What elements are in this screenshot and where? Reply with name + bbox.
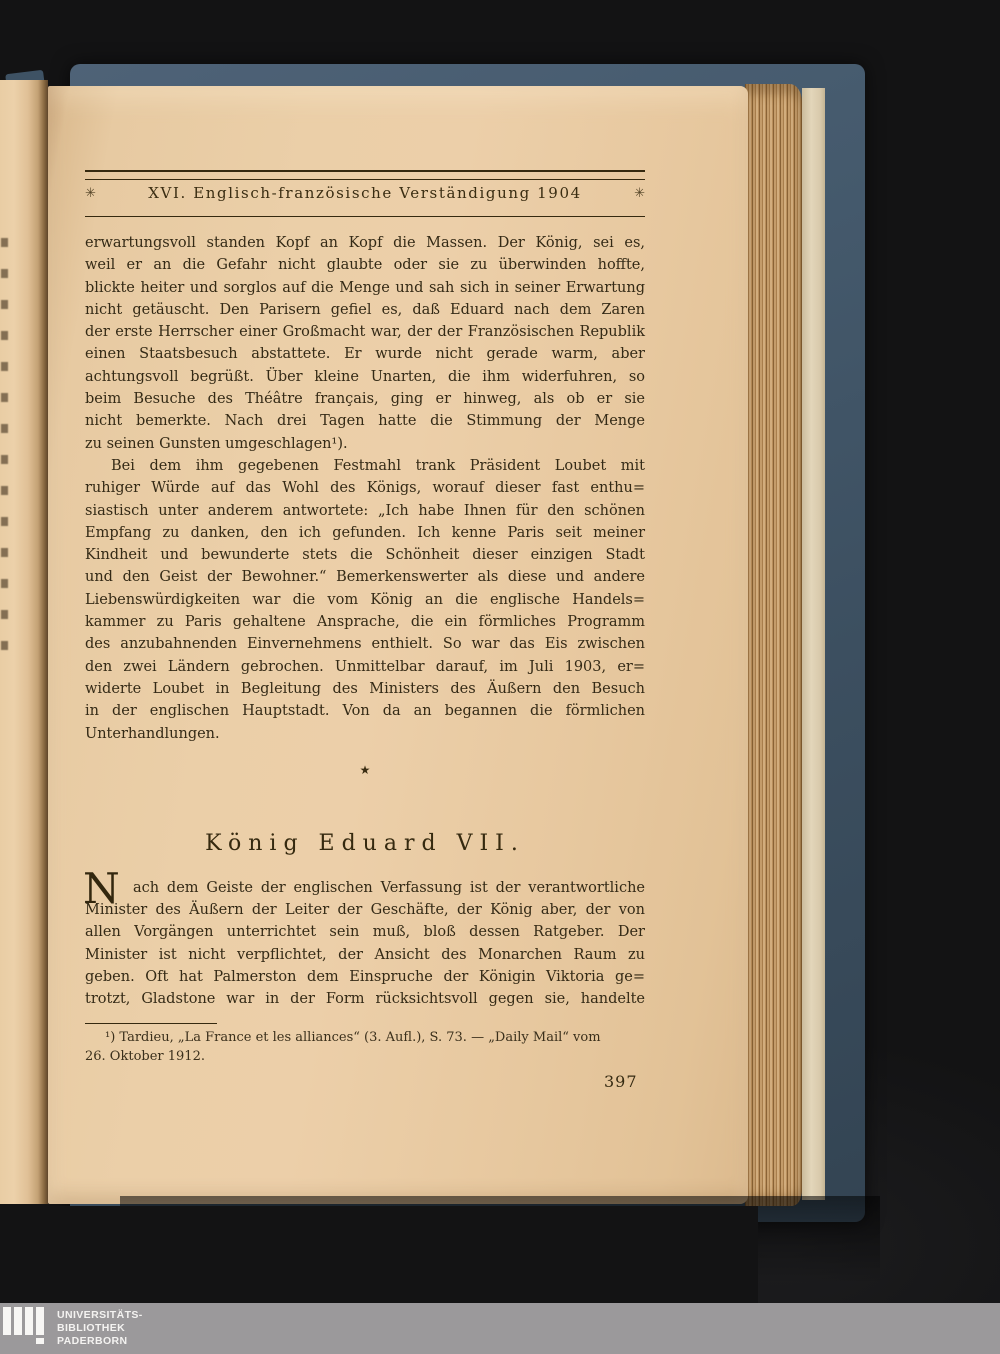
- body-text: [85, 232, 645, 1067]
- text-line: beim Besuche des Théâtre français, ging er hinweg, als ob er sie: [85, 391, 645, 408]
- text-line: Kindheit und bewunderte stets die Schönheit dieser einzigen Stadt: [85, 547, 645, 564]
- header-double-rule: [85, 170, 645, 180]
- text-line: der erste Herrscher einer Großmacht war, der der Französischen Republik: [85, 324, 645, 341]
- paragraph-2: [85, 455, 645, 745]
- footnote-line: 26. Oktober 1912.: [85, 1049, 205, 1065]
- paragraph-3: [83, 863, 645, 1011]
- text-line: blickte heiter und sorglos auf die Menge und sah sich in seiner Erwartung: [85, 279, 645, 296]
- text-line: zu seinen Gunsten umgeschlagen¹).: [85, 435, 348, 452]
- text-line: kammer zu Paris gehaltene Ansprache, die ein förmliches Programm: [85, 614, 645, 631]
- text-line: Empfang zu danken, den ich gefunden. Ich kenne Paris seit meiner: [85, 524, 645, 541]
- scanned-page: [48, 86, 748, 1204]
- book-bottom-mask: [0, 1206, 758, 1306]
- paragraph-1: [85, 232, 645, 455]
- footnote-line: ¹) Tardieu, „La France et les alliances“ (3. Aufl.), S. 73. — „Daily Mail“ vom: [105, 1029, 601, 1045]
- left-page-text-remnants: [1, 238, 8, 668]
- text-line: Minister ist nicht verpflichtet, der Ansicht des Monarchen Raum zu: [85, 946, 645, 963]
- star-divider-icon: ★: [359, 762, 371, 777]
- text-line: Bei dem ihm gegebenen Festmahl trank Präsident Loubet mit: [111, 457, 645, 474]
- text-line: und den Geist der Bewohner.“ Bemerkenswerter als diese und andere: [85, 569, 645, 586]
- footnote-rule: [85, 1023, 217, 1024]
- page-stack-fore-edge: [745, 84, 802, 1206]
- text-line: Liebenswürdigkeiten war die vom König an die englische Handels=: [85, 591, 645, 608]
- header-ornament-left-icon: ✳: [85, 185, 96, 201]
- logo-bar: [3, 1307, 11, 1335]
- text-line: nicht getäuscht. Den Parisern gefiel es, daß Eduard nach dem Zaren: [85, 301, 645, 318]
- text-line: Minister des Äußern der Leiter der Geschäfte, der König aber, der von: [85, 902, 645, 919]
- text-line: trotzt, Gladstone war in der Form rücksichtsvoll gegen sie, handelte: [85, 991, 645, 1008]
- text-line: ach dem Geiste der englischen Verfassung ist der verantwortliche: [133, 879, 645, 896]
- text-line: des anzubahnenden Einvernehmens enthielt. So war das Eis zwischen: [85, 636, 645, 653]
- header-single-rule: [85, 216, 645, 217]
- library-name-line: BIBLIOTHEK: [57, 1321, 126, 1334]
- library-name-line: PADERBORN: [57, 1334, 128, 1347]
- logo-bar: [36, 1307, 44, 1335]
- endpaper-strip: [802, 88, 825, 1200]
- text-line: Unterhandlungen.: [85, 725, 220, 742]
- left-page-gutter: [0, 80, 48, 1204]
- library-footer-bar: [0, 1303, 1000, 1354]
- text-line: siastisch unter anderem antwortete: „Ich habe Ihnen für den schönen: [85, 502, 645, 519]
- running-header: [85, 184, 645, 202]
- section-heading: König Eduard VII.: [205, 830, 525, 856]
- drop-cap-initial: N: [83, 863, 120, 913]
- text-line: achtungsvoll begrüßt. Über kleine Unarten, die ihm widerfuhren, so: [85, 368, 645, 385]
- text-line: erwartungsvoll standen Kopf an Kopf die Massen. Der König, sei es,: [85, 235, 645, 251]
- header-ornament-right-icon: ✳: [634, 185, 645, 201]
- text-line: weil er an die Gefahr nicht glaubte oder sie zu überwinden hoffte,: [85, 257, 645, 274]
- text-line: widerte Loubet in Begleitung des Ministers des Äußern den Besuch: [85, 680, 645, 697]
- running-header-title: XVI. Englisch-französische Verständigung 1904: [148, 184, 582, 202]
- logo-bar: [14, 1307, 22, 1335]
- text-line: geben. Oft hat Palmerston dem Einspruche der Königin Viktoria ge=: [85, 969, 645, 986]
- page-number: 397: [604, 1072, 638, 1091]
- text-line: ruhiger Würde auf das Wohl des Königs, worauf dieser fast enthu=: [85, 480, 645, 497]
- text-line: einen Staatsbesuch abstattete. Er wurde nicht gerade warm, aber: [85, 346, 645, 363]
- library-name-line: UNIVERSITÄTS-: [57, 1309, 143, 1321]
- library-name: [57, 1309, 143, 1347]
- text-line: in der englischen Hauptstadt. Von da an begannen die förmlichen: [85, 703, 645, 720]
- text-line: allen Vorgängen unterrichtet sein muß, bloß dessen Ratgeber. Der: [85, 924, 645, 941]
- text-line: den zwei Ländern gebrochen. Unmittelbar darauf, im Juli 1903, er=: [85, 658, 645, 675]
- logo-bar: [25, 1307, 33, 1335]
- ub-paderborn-logo-icon: [3, 1307, 53, 1350]
- text-line: nicht bemerkte. Nach drei Tagen hatte die Stimmung der Menge: [85, 413, 645, 430]
- logo-exclamation-dot: [36, 1338, 44, 1344]
